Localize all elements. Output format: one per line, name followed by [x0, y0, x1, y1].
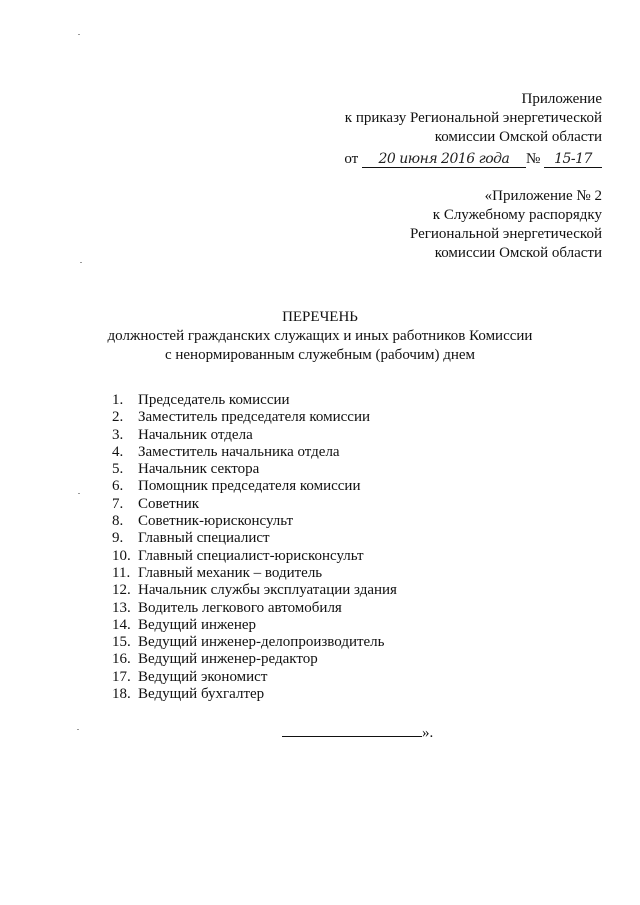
- item-label: Советник: [138, 495, 200, 512]
- item-label: Ведущий инженер-делопроизводитель: [138, 634, 385, 651]
- item-label: Ведущий инженер-редактор: [138, 651, 318, 668]
- list-item: [112, 651, 397, 668]
- header-line-2: к приказу Региональной энергетической: [344, 110, 602, 126]
- list-item: [112, 669, 397, 686]
- item-number: 9.: [112, 530, 124, 547]
- header-line-3: комиссии Омской области: [434, 129, 602, 145]
- item-label: Помощник председателя комиссии: [138, 478, 361, 495]
- list-item: [112, 634, 397, 651]
- order-date-line: [344, 150, 602, 169]
- item-label: Главный специалист: [138, 530, 270, 547]
- item-number: 16.: [112, 651, 131, 668]
- item-number: 12.: [112, 582, 131, 599]
- item-number: 17.: [112, 668, 131, 685]
- closing-line: [282, 723, 433, 743]
- title-line-2: должностей гражданских служащих и иных работников Комиссии: [107, 328, 533, 344]
- item-label: Главный механик – водитель: [138, 564, 323, 581]
- list-item: [112, 409, 397, 426]
- item-label: Начальник отдела: [138, 426, 253, 443]
- item-label: Председатель комиссии: [138, 392, 290, 408]
- item-label: Советник-юрисконсульт: [138, 513, 294, 530]
- item-label: Ведущий бухгалтер: [138, 686, 265, 703]
- number-prefix: №: [525, 151, 541, 167]
- handwritten-date: 20 июня 2016 года: [362, 152, 526, 168]
- list-item: [112, 530, 397, 547]
- list-item: [112, 461, 397, 478]
- item-label: Начальник службы эксплуатации здания: [138, 582, 397, 599]
- list-item: [112, 392, 397, 409]
- scan-speck: [78, 493, 80, 494]
- item-label: Заместитель начальника отдела: [138, 443, 340, 460]
- item-number: 5.: [112, 461, 124, 478]
- list-item: [112, 582, 397, 599]
- item-number: 4.: [112, 443, 124, 460]
- item-number: 15.: [112, 634, 131, 651]
- attachment-line-1: «Приложение № 2: [484, 188, 602, 204]
- list-item: [112, 548, 397, 565]
- list-item: [112, 617, 397, 634]
- item-number: 1.: [112, 392, 124, 408]
- attachment-header: [410, 187, 602, 263]
- item-number: 11.: [112, 564, 131, 581]
- item-number: 2.: [112, 409, 124, 426]
- positions-list: [112, 392, 397, 703]
- list-item: [112, 496, 397, 513]
- attachment-line-2: к Служебному распорядку: [432, 207, 602, 223]
- scan-speck: [77, 729, 79, 730]
- item-label: Заместитель председателя комиссии: [138, 409, 371, 426]
- date-prefix: от: [344, 151, 359, 167]
- scan-speck: [80, 262, 82, 263]
- item-label: Главный специалист-юрисконсульт: [138, 547, 364, 564]
- title-line-3: с ненормированным служебным (рабочим) днем: [164, 347, 476, 363]
- item-label: Ведущий инженер: [138, 616, 257, 633]
- item-number: 18.: [112, 686, 131, 703]
- list-item: [112, 565, 397, 582]
- list-item: [112, 444, 397, 461]
- item-label: Ведущий экономист: [138, 668, 268, 685]
- item-number: 10.: [112, 547, 131, 564]
- item-number: 13.: [112, 599, 131, 616]
- item-number: 14.: [112, 616, 131, 633]
- scan-speck: [78, 34, 80, 35]
- item-number: 3.: [112, 426, 124, 443]
- header-line-1: Приложение: [521, 91, 602, 107]
- list-item: [112, 686, 397, 703]
- attachment-line-4: комиссии Омской области: [434, 245, 602, 261]
- list-item: [112, 513, 397, 530]
- closing-rule: [282, 723, 422, 737]
- attachment-line-3: Региональной энергетической: [409, 226, 602, 242]
- order-header: [344, 90, 602, 169]
- list-item: [112, 427, 397, 444]
- item-number: 6.: [112, 478, 124, 495]
- title-heading: ПЕРЕЧЕНЬ: [282, 309, 358, 325]
- closing-quote: ».: [422, 725, 434, 741]
- item-label: Водитель легкового автомобиля: [138, 599, 342, 616]
- list-item: [112, 600, 397, 617]
- item-number: 7.: [112, 495, 124, 512]
- item-label: Начальник сектора: [138, 461, 260, 478]
- list-item: [112, 478, 397, 495]
- handwritten-number: 15-17: [544, 152, 602, 168]
- document-title: [0, 308, 640, 365]
- item-number: 8.: [112, 513, 124, 530]
